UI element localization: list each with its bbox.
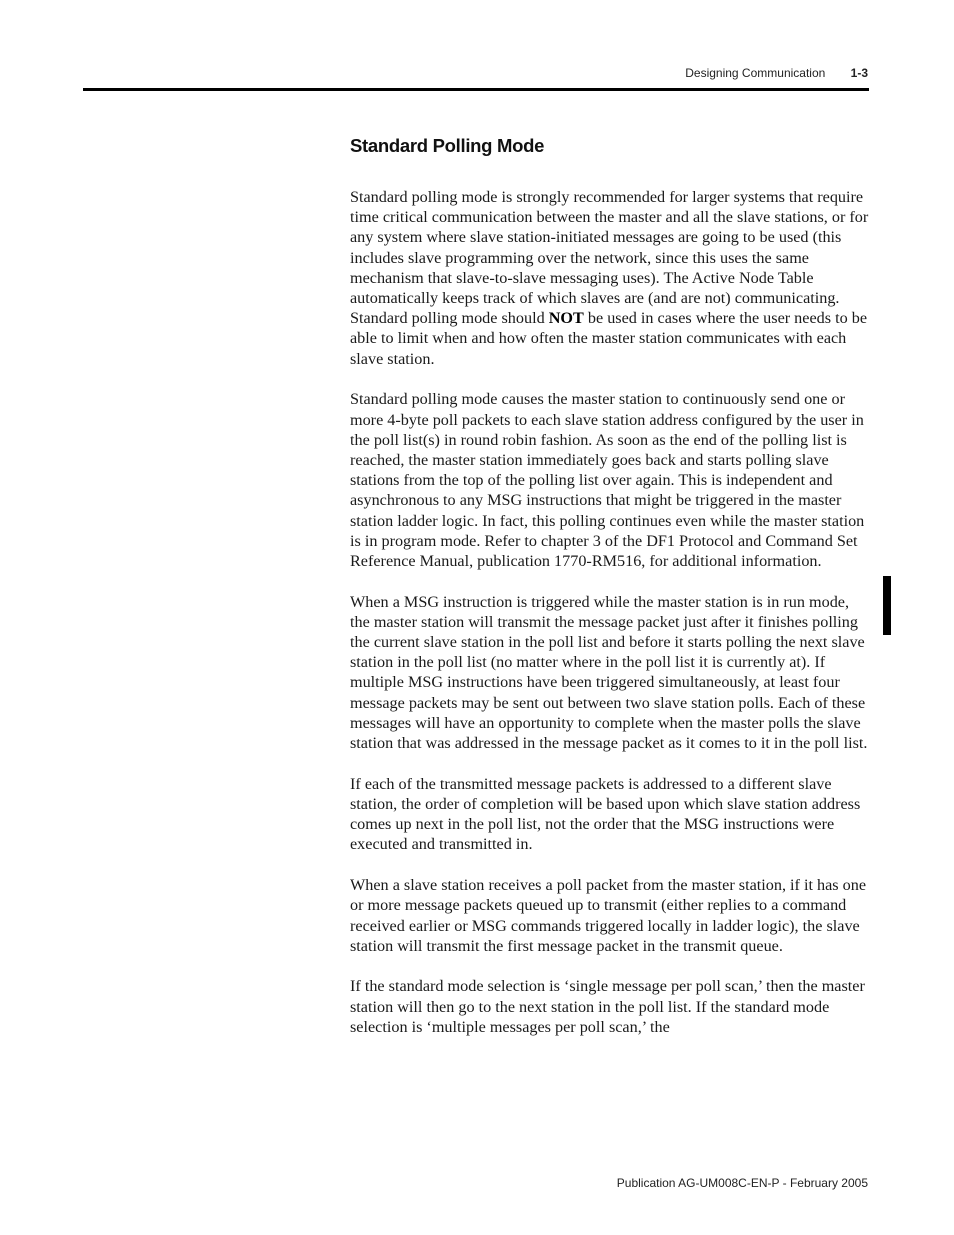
paragraph-2: Standard polling mode causes the master station to continuously send one or more 4-byte poll packets to each slave station address configured by the user in the poll list(s) in round robin fashion. As soon as the end of the polling list is reached, the master station immediately goes back and starts polling slave stations from the top of the polling list over again. This is independent and asynchronous to any MSG instructions that might be triggered in the master station ladder logic. In fact, this polling continues even while the master station is in program mode. Refer to chapter 3 of the DF1 Protocol and Command Set Reference Manual, publication 1770-RM516, for additional information.	[350, 390, 865, 570]
revision-change-bar	[883, 576, 891, 635]
paragraph-4: If each of the transmitted message packets is addressed to a different slave station, the order of completion will be based upon which slave station address comes up next in the poll list, not the order that the MSG instructions were executed and transmitted in.	[350, 774, 861, 854]
paragraph-1	[350, 187, 872, 369]
header-page-number: 1-3	[850, 66, 868, 80]
paragraph-6: If the standard mode selection is ‘single message per poll scan,’ then the master station will then go to the next station in the poll list. If the standard mode selection is ‘multiple messages per poll scan,’ the	[350, 977, 865, 1036]
paragraph-1-emphasis: NOT	[548, 309, 584, 328]
header-rule	[83, 88, 869, 91]
paragraph-5: When a slave station receives a poll packet from the master station, if it has one or more message packets queued up to transmit (either replies to a command received earlier or MSG commands triggered locally in ladder logic), the slave station will transmit the first message packet in the transmit queue.	[350, 876, 867, 955]
footer-publication: Publication AG-UM008C-EN-P - February 2005	[616, 1176, 868, 1190]
body-text	[350, 187, 872, 1058]
section-title: Standard Polling Mode	[350, 135, 545, 156]
paragraph-1-text-b: be used in cases where the user needs to be able to limit when and how often the master station communicates with each slave station.	[350, 309, 868, 368]
header-section-title: Designing Communication	[685, 66, 826, 80]
paragraph-3: When a MSG instruction is triggered while the master station is in run mode, the master station will transmit the message packet just after it finishes polling the current slave station in the poll list and before it starts polling the next slave station in the poll list (no matter where in the poll list it is currently at). If multiple MSG instructions have been triggered simultaneously, at least four message packets may be sent out between two slave station polls. Each of these messages will have an opportunity to complete when the master polls the slave station that was addressed in the message packet as it comes to it in the poll list.	[350, 592, 868, 753]
running-header	[685, 66, 868, 80]
paragraph-1-text-a: Standard polling mode is strongly recommended for larger systems that require time critical communication between the master and all the slave stations, or for any system where slave station-initiated messages are going to be used (this includes slave programming over the network, since this uses the same mechanism that slave-to-slave messaging uses). The Active Node Table automatically keeps track of which slaves are (and are not) communicating. Standard polling mode should	[350, 188, 869, 328]
